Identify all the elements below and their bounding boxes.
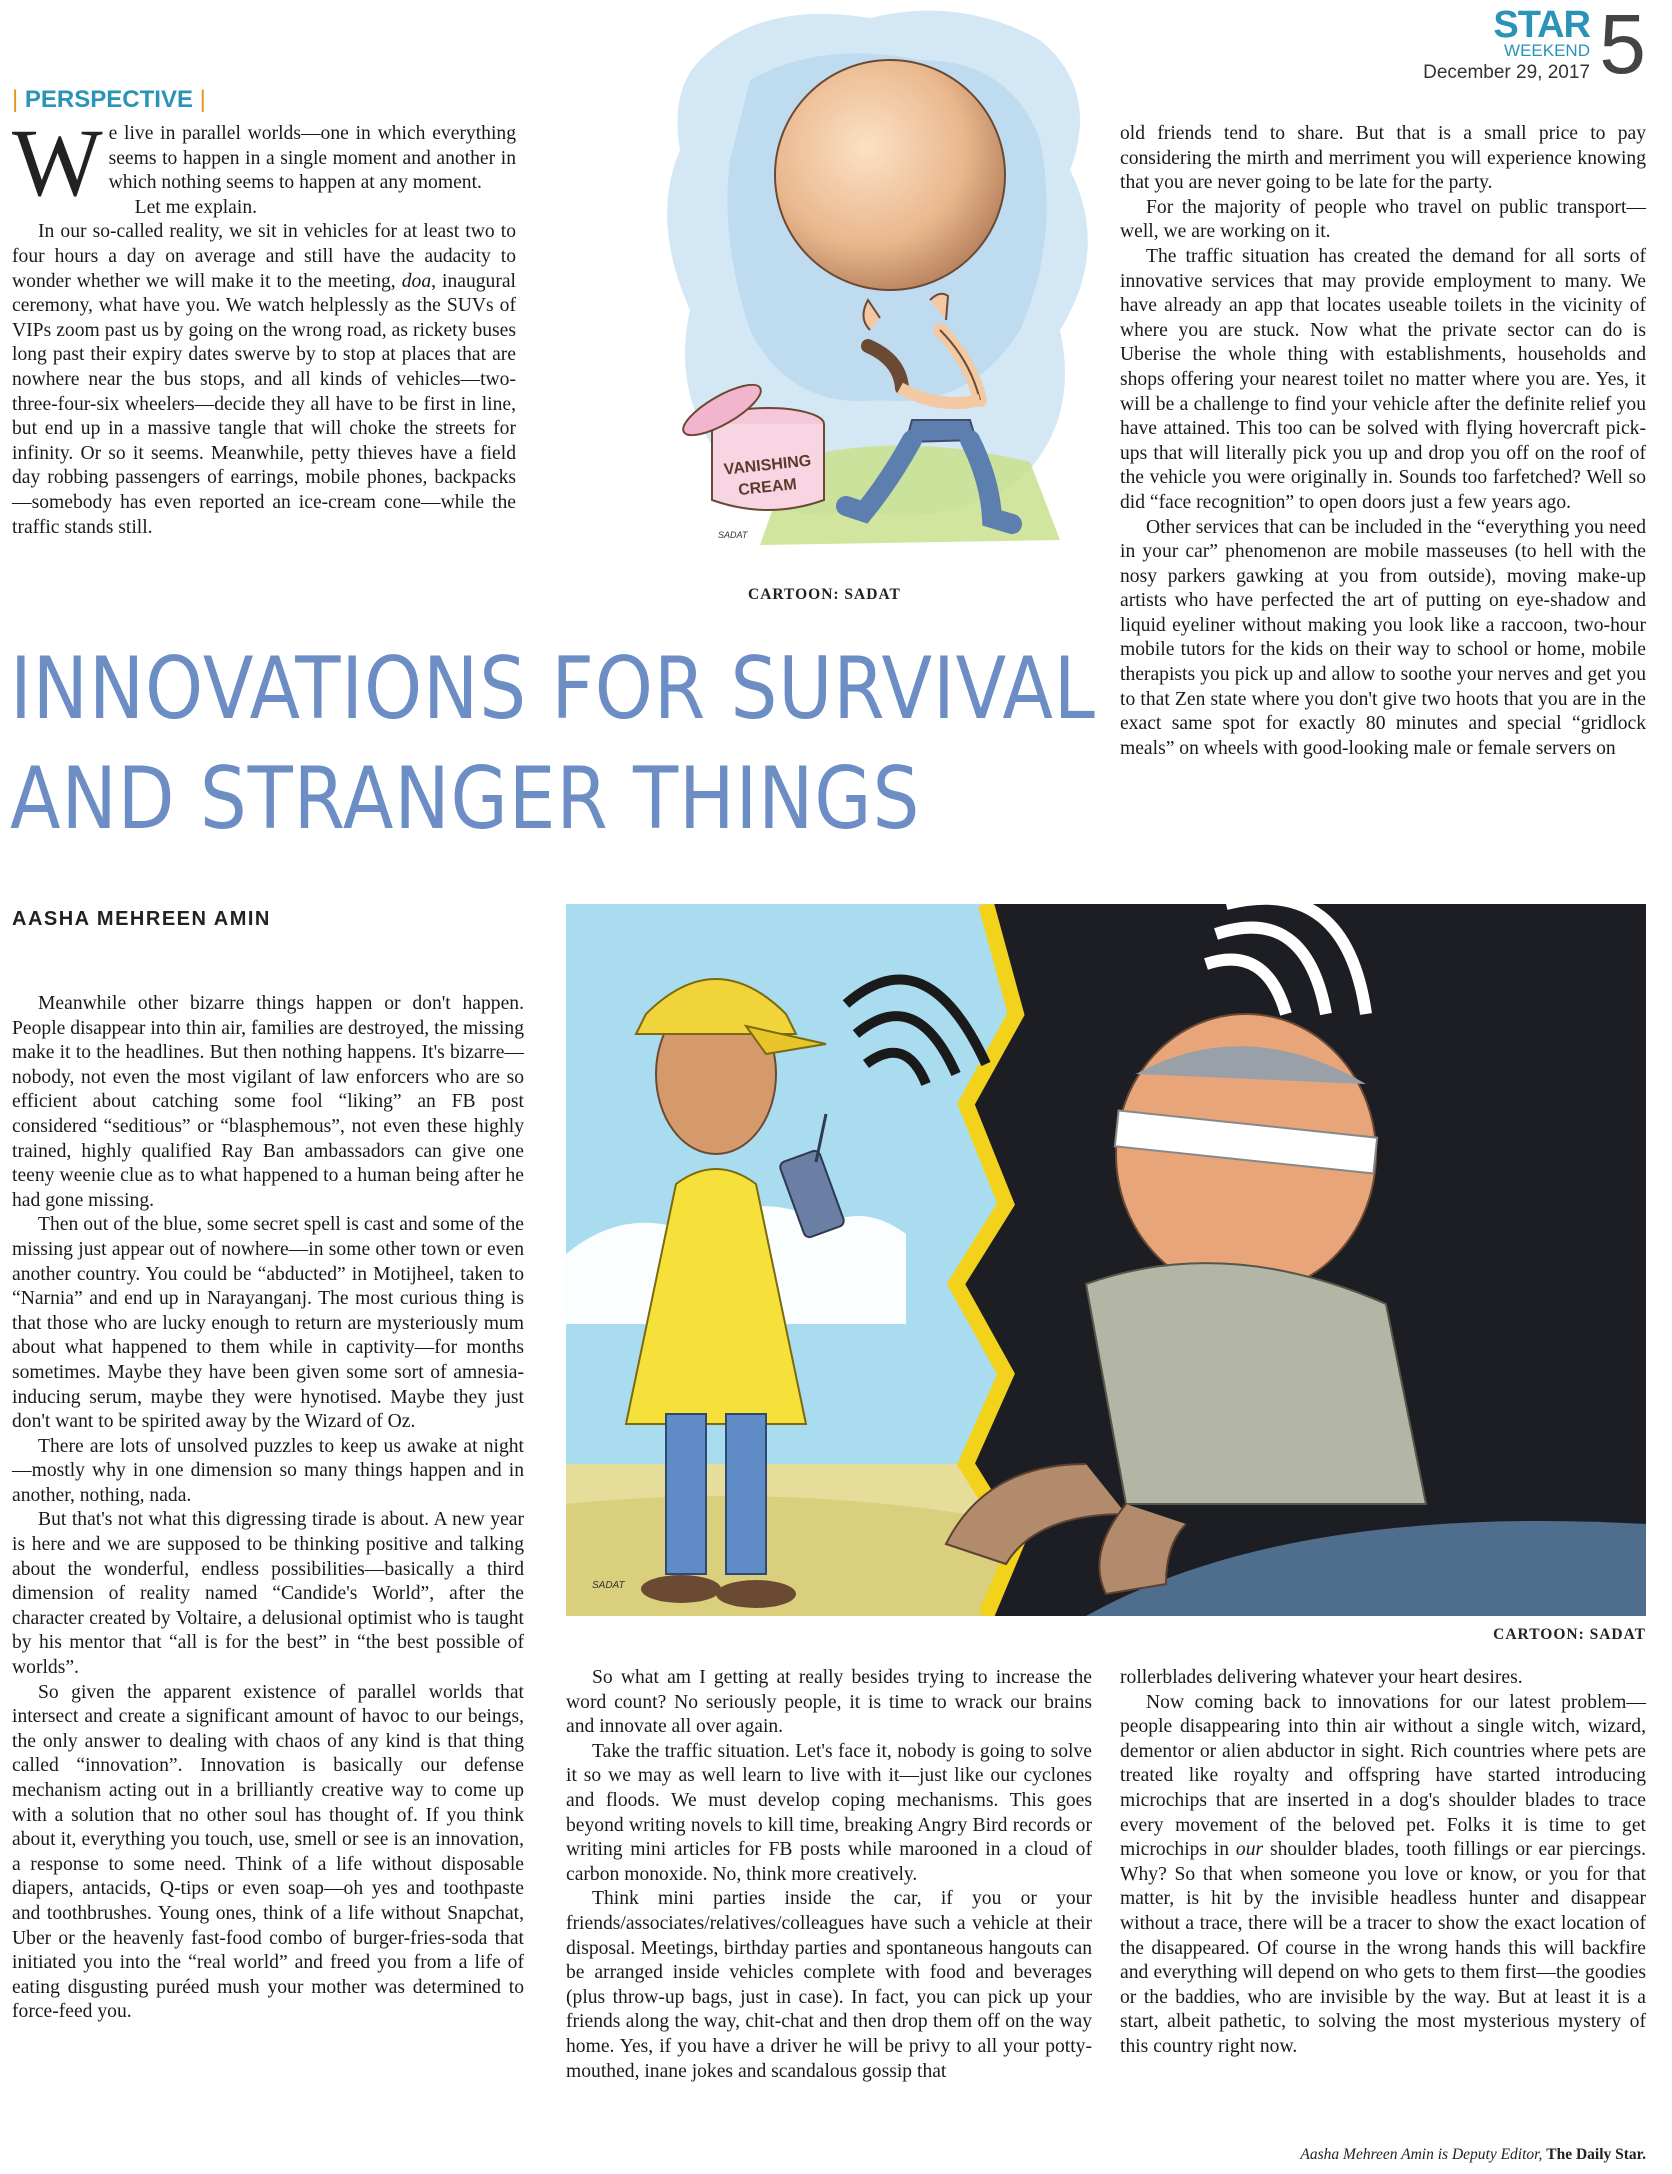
paragraph: Take the traffic situation. Let's face it, nobody is going to solve it so we may as well learn to live with it—just like our cyclones and floods. We must develop coping mechanisms. This goes beyond writing novels to kill time, breaking Angry Bird records or writing mini articles for FB posts while marooned in a cloud of carbon monoxide. No, think more creatively. [566,1740,1092,1885]
vanishing-cream-illustration [640,0,1110,582]
paragraph: Think mini parties inside the car, if you or your friends/associates/relatives/colleagues have such a vehicle at their disposal. Meetings, birthday parties and spontaneous hangouts can be arranged inside vehicles complete with food and beverages (plus throw-up bags, just in case). In fact, you can pick up your friends along the way, chit-chat and then drop them off on the way home. Yes, if you have a driver he will be privy to all your potty-mouthed, inane jokes and scandalous gossip that [566,1888,1092,2082]
drop-cap: W [12,109,103,216]
paragraph: For the majority of people who travel on public transport—well, we are working on it. [1120,196,1646,243]
paragraph: Now coming back to innovations for our latest problem—people disappearing into thin air without a single witch, wizard, dementor or alien abductor in sight. Rich countries where pets are treated like royalty and offspring have started introducing microchips that are inserted in a dog's shoulder blades to trace every movement of the beloved pet. Folks it is time to get microchips in our shoulder blades, tooth fillings or ear piercings. Why? So that when someone you love or know, or you for that matter, is hit by the invisible headless hunter and disappear without a trace, there will be a tracer to show the exact location of the disappeared. Of course in the wrong hands this will backfire and everything will depend on who gets to them first—the goodies or the baddies, who are invisible by the way. But at least it is a start, albeit pathetic, to solving the most mysterious mystery of this country right now. [1120,1691,1646,2057]
cartoon-caption-main: CARTOON: SADAT [1493,1626,1646,1643]
abduction-illustration [566,904,1646,1616]
headline [10,634,1096,854]
column3-top [1120,122,1646,761]
column2-bottom [566,1666,1092,2084]
paragraph: Then out of the blue, some secret spell is cast and some of the missing just appear out of nowhere—in some other town or even another country. You could be “abducted” in Motijheel, taken to “Narnia” and end up in Narayanganj. The most curious thing is that those who are lucky enough to return are mysteriously mum about what happened to them while in captivity—for months sometimes. Maybe they have been given some sort of amnesia-inducing serum, maybe they were hynotised. Maybe they just don't want to be spirited away by the Wizard of Oz. [12,1214,524,1433]
artist-signature: SADAT [592,1580,625,1591]
paragraph: So what am I getting at really besides trying to increase the word count? No seriously people, it is time to wrack our brains and innovate all over again. [566,1667,1092,1738]
headline-line1: INNOVATIONS FOR SURVIVAL [10,639,1096,739]
artist-signature: SADAT [718,530,748,540]
headline-line2: AND STRANGER THINGS [10,749,921,849]
page-number: 5 [1599,0,1646,91]
jar-label-line2: CREAM [737,476,798,500]
column3-bottom [1120,1666,1646,2060]
column1-top [12,109,517,540]
paragraph: old friends tend to share. But that is a small price to pay considering the mirth and merriment you will experience knowing that you are never going to be late for the party. [1120,123,1646,194]
byline: AASHA MEHREEN AMIN [12,908,271,930]
column1-bottom [12,992,524,2025]
cartoon-abduction [566,904,1646,1616]
paragraph: But that's not what this digressing tirade is about. A new year is here and we are supposed to be thinking positive and talking about the wonderful, endless possibilities—basically a third dimension of reality named “Candide's World”, after the character created by Voltaire, a delusional optimist who is taught by his mentor that “all is for the best” in “the best possible of worlds”. [12,1509,524,1679]
paragraph: So given the apparent existence of parallel worlds that intersect and create a significant amount of havoc to our beings, the only answer to dealing with chaos of any kind is that thing called “innovation”. Innovation is basically our defense mechanism acting out in a brilliantly creative way to come up with a solution that no other soul has thought of. If you think about it, everything you touch, use, smell or see is an innovation, a response to some need. Think of a life without disposable diapers, antacids, Q-tips or even soap—oh yes and toothpaste and toothbrushes. Young ones, think of a life without Snapchat, Uber or the heavenly fast-food combo of burger-fries-soda that initiated you into the “real world” and freed you from a life of eating disgusting puréed mush your mother was determined to force-feed you. [12,1681,524,2023]
jar-label-line1: VANISHING [723,452,813,479]
paragraph: rollerblades delivering whatever your heart desires. [1120,1667,1523,1688]
cartoon-vanishing-cream [640,0,1110,582]
paragraph: The traffic situation has created the demand for all sorts of innovative services that may provide employment to many. We have already an app that locates useable toilets in the vicinity of where you are stuck. Now what the private sector can do is Uberise the whole thing with establishments, households and shops offering your nearest toilet no matter where you are. Yes, it will be a challenge to find your vehicle after the definite relief you have attained. This too can be solved with flying hovercraft pick-ups that will literally pick you up and drop you off on the roof of the vehicle you were originally in. Sounds too farfetched? Well so did “face recognition” to open doors just a few years ago. [1120,245,1646,513]
paragraph: Let me explain. [134,196,258,218]
paragraph: In our so-called reality, we sit in vehicles for at least two to four hours a day on average and still have the audacity to wonder whether we will make it to the meeting, doa, inaugural ceremony, what have you. We watch helplessly as the SUVs of VIPs zoom past us by going on the wrong road, as rickety buses long past their expiry dates swerve by to stop at places that are nowhere near the bus stops, and all kinds of vehicles—two-three-four-six wheelers—decide they all have to be first in line, but end up in a massive tangle that will choke the streets for infinity. Or so it seems. Meanwhile, petty thieves have a field day robbing passengers of earrings, mobile phones, backpacks—somebody has even reported an ice-cream cone—while the traffic stands still. [12,221,517,538]
paragraph: Meanwhile other bizarre things happen or don't happen. People disappear into thin air, families are destroyed, the missing make it to the headlines. But then nothing happens. It's bizarre—nobody, not even the most vigilant of law enforcers who are so efficient about catching some fool “liking” an FB post considered “seditious” or “blasphemous”, not even these highly trained, highly qualified Ray Ban ambassadors can give one teeny weenie clue as to what happened to a human being after he had gone missing. [12,993,524,1211]
section-label: PERSPECTIVE [24,86,193,113]
paper-name: The Daily Star. [1546,2146,1646,2163]
kicker-bar-left: | [12,86,19,113]
issue-date: December 29, 2017 [1423,62,1590,83]
lead-paragraph: We live in parallel worlds—one in which everything seems to happen in a single moment and another in which nothing seems to happen at any moment. [12,109,516,216]
kicker-bar-right: | [199,86,206,113]
paragraph: Other services that can be included in the “everything you need in your car” phenomenon are mobile masseuses (to hell with the nosy parkers gawking at you from outside), moving make-up artists who have perfected the art of putting on eye-shadow and liquid eyeliner without making you look like a raccoon, two-hour mobile tutors for the kids on their way to school or home, mobile therapists you pick up and allow to soothe your nerves and get you to that Zen state where you don't give two hoots that you are in the exact same spot for exactly 80 minutes and special “gridlock meals” on wheels with good-looking male or female servers on [1120,516,1646,759]
masthead-star: STAR [1493,4,1590,46]
cartoon-caption-top: CARTOON: SADAT [748,586,901,603]
paragraph: There are lots of unsolved puzzles to keep us awake at night—mostly why in one dimension so many things happen and in another, nothing, nada. [12,1435,524,1506]
masthead-weekend: WEEKEND [1504,41,1590,60]
masthead [1423,0,1646,91]
author-note: Aasha Mehreen Amin is Deputy Editor, The Daily Star. [1300,2146,1646,2163]
